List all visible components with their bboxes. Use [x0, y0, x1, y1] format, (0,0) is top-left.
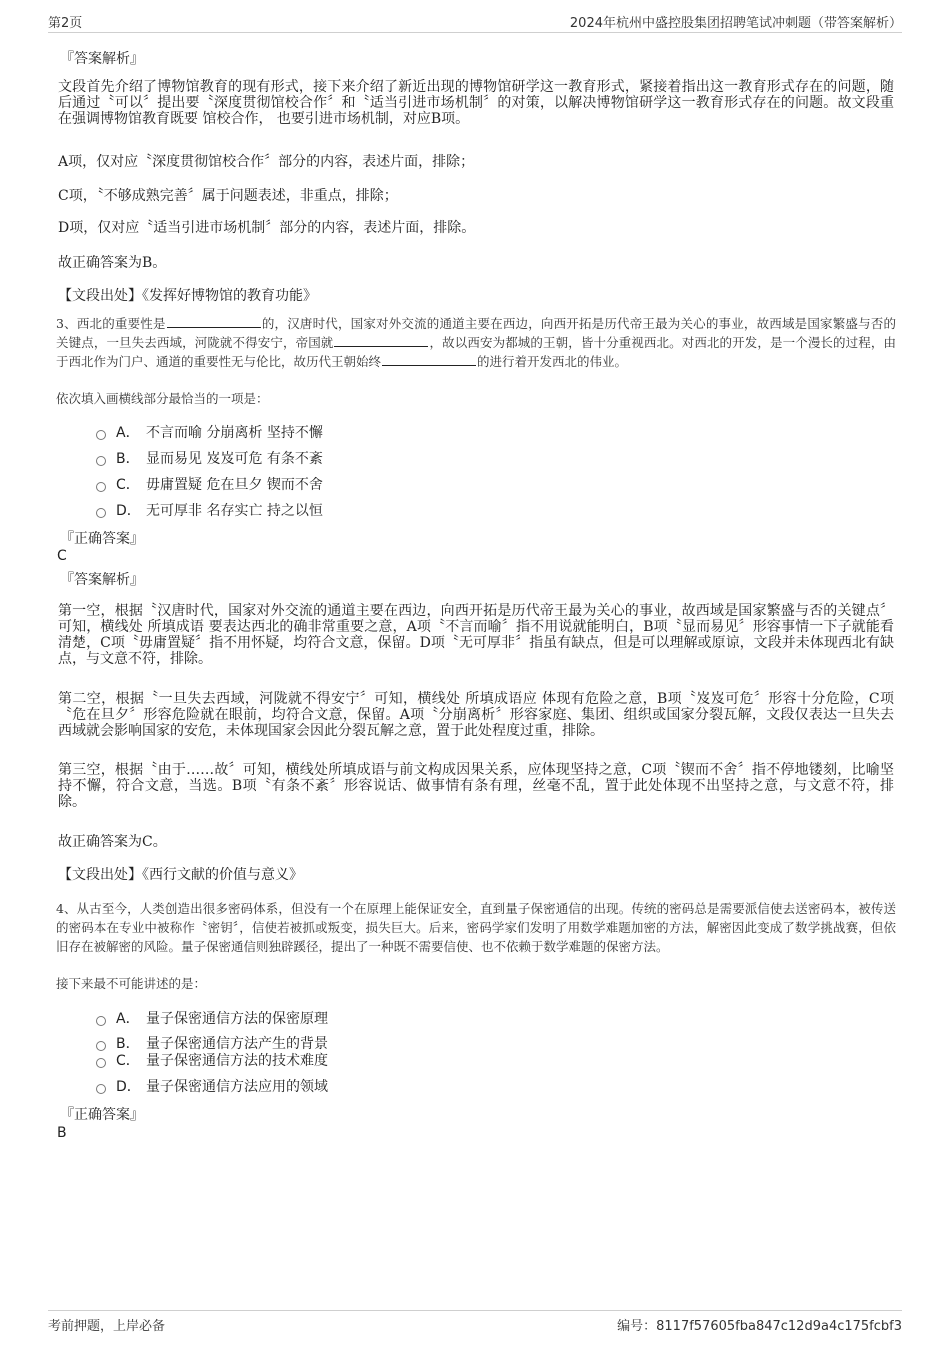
- footer-divider: [48, 1310, 902, 1311]
- option-letter: A．: [116, 425, 140, 441]
- option-letter: C．: [116, 477, 140, 493]
- analysis-paragraph-2: 第二空，根据〝一旦失去西域，河陇就不得安宁〞可知，横线处 所填成语应 体现有危险之意，B项〝岌岌可危〞形容十分危险，C项〝危在旦夕〞形容危险就在眼前，均符合文意，保留。A项〝分崩离析〞形容家庭、集团、组织或国家分裂瓦解，文段仅表达一旦失去西域就会影响国家的安危，未体现国家会因此分裂瓦解之意，置于此处程度过重，排除。: [58, 691, 894, 739]
- radio-icon[interactable]: [96, 430, 106, 440]
- option-letter: D．: [116, 503, 141, 519]
- question-3-text: [56, 314, 896, 371]
- question-3-option-c[interactable]: [96, 474, 323, 494]
- option-text: 毋庸置疑 危在旦夕 锲而不舍: [146, 477, 323, 493]
- question-3-part-1: 3、西北的重要性是: [56, 316, 166, 331]
- document-title: 2024年杭州中盛控股集团招聘笔试冲刺题（带答案解析）: [569, 16, 902, 31]
- analysis-option-d: D项，仅对应〝适当引进市场机制〞部分的内容，表述片面，排除。: [58, 220, 476, 236]
- question-3-part-4: 的进行着开发西北的伟业。: [477, 354, 628, 369]
- correct-answer-label: 『正确答案』: [60, 531, 144, 547]
- analysis-option-a: A项，仅对应〝深度贯彻馆校合作〞部分的内容，表述片面，排除；: [58, 154, 475, 170]
- option-letter: A．: [116, 1011, 140, 1027]
- option-letter: C．: [116, 1053, 140, 1069]
- passage-source: 【文段出处】《发挥好博物馆的教育功能》: [58, 288, 317, 304]
- option-text: 量子保密通信方法应用的领域: [146, 1079, 328, 1095]
- question-4-option-d[interactable]: [96, 1076, 328, 1096]
- fill-blank-3: [382, 353, 476, 366]
- radio-icon[interactable]: [96, 508, 106, 518]
- question-3-option-b[interactable]: [96, 448, 323, 468]
- fill-blank-1: [167, 315, 261, 328]
- analysis-label: 『答案解析』: [60, 51, 144, 67]
- analysis-option-c: C项，〝不够成熟完善〞属于问题表述，非重点，排除；: [58, 188, 398, 204]
- correct-answer-label: 『正确答案』: [60, 1107, 144, 1123]
- question-3-option-d[interactable]: [96, 500, 323, 520]
- option-letter: B．: [116, 1036, 140, 1052]
- question-4-prompt: 接下来最不可能讲述的是：: [56, 976, 207, 991]
- question-3-part-3: ，故以西安为都城的王朝，皆十分重视西北。对西北的开发，是一个漫长的过程，由于西北作为门户、通道的重要性无与伦比，故历代王朝始终: [56, 335, 896, 369]
- fill-blank-2: [334, 334, 428, 347]
- question-3-option-a[interactable]: [96, 422, 323, 442]
- document-id: 编号：8117f57605fba847c12d9a4c175fcbf3: [617, 1319, 902, 1334]
- question-4-option-c[interactable]: [96, 1050, 328, 1070]
- question-3-part-2: 的，汉唐时代，国家对外交流的通道主要在西边，向西开拓是历代帝王最为关心的事业，故西域是国家繁盛与否的关键点，一旦失去西域，河陇就不得安宁，帝国就: [56, 316, 896, 350]
- radio-icon[interactable]: [96, 1058, 106, 1068]
- radio-icon[interactable]: [96, 456, 106, 466]
- option-text: 量子保密通信方法的技术难度: [146, 1053, 328, 1069]
- radio-icon[interactable]: [96, 1016, 106, 1026]
- analysis-conclusion: 故正确答案为C。: [58, 834, 167, 850]
- option-text: 量子保密通信方法的保密原理: [146, 1011, 328, 1027]
- analysis-conclusion: 故正确答案为B。: [58, 255, 167, 271]
- correct-answer: B: [57, 1125, 67, 1141]
- analysis-paragraph: 文段首先介绍了博物馆教育的现有形式，接下来介绍了新近出现的博物馆研学这一教育形式，紧接着指出这一教育形式存在的问题，随后通过〝可以〞提出要〝深度贯彻馆校合作〞和〝适当引进市场机制〞的对策，以解决博物馆研学这一教育形式存在的问题。故文段重在强调博物馆教育既要 馆校合作， 也要引进市场机制，对应B项。: [58, 79, 894, 127]
- analysis-paragraph-1: 第一空，根据〝汉唐时代，国家对外交流的通道主要在西边，向西开拓是历代帝王最为关心的事业，故西域是国家繁盛与否的关键点〞可知，横线处 所填成语 要表达西北的确非常重要之意，A项〝不言而喻〞指不用说就能明白，B项〝显而易见〞形容事情一下子就能看清楚，C项〝毋庸置疑〞指不用怀疑，均符合文意，保留。D项〝无可厚非〞指虽有缺点，但是可以理解或原谅，文段并未体现西北有缺点，与文意不符，排除。: [58, 603, 894, 667]
- analysis-paragraph-3: 第三空，根据〝由于……故〞可知，横线处所填成语与前文构成因果关系，应体现坚持之意，C项〝锲而不舍〞指不停地镂刻，比喻坚持不懈，符合文意，当选。B项〝有条不紊〞形容说话、做事情有条有理，丝毫不乱，置于此处体现不出坚持之意，与文意不符，排除。: [58, 762, 894, 810]
- option-letter: D．: [116, 1079, 141, 1095]
- header-divider: [48, 32, 902, 33]
- correct-answer: C: [57, 548, 67, 564]
- radio-icon[interactable]: [96, 482, 106, 492]
- passage-source: 【文段出处】《西行文献的价值与意义》: [58, 867, 303, 883]
- radio-icon[interactable]: [96, 1084, 106, 1094]
- question-4-text: 4、从古至今，人类创造出很多密码体系，但没有一个在原理上能保证安全，直到量子保密通信的出现。传统的密码总是需要派信使去送密码本，被传送的密码本在专业中被称作〝密钥〞，信使若被抓或叛变，损失巨大。后来，密码学家们发明了用数学难题加密的方法，解密因此变成了数学挑战赛，但依旧存在被解密的风险。量子保密通信则独辟蹊径，提出了一种既不需要信使、也不依赖于数学难题的保密方法。: [56, 901, 896, 954]
- option-text: 不言而喻 分崩离析 坚持不懈: [146, 425, 323, 441]
- option-text: 无可厚非 名存实亡 持之以恒: [146, 503, 323, 519]
- page-number: 第2页: [48, 16, 83, 31]
- page-header: [48, 12, 902, 31]
- option-letter: B．: [116, 451, 140, 467]
- page-footer: [48, 1315, 902, 1334]
- analysis-label: 『答案解析』: [60, 572, 144, 588]
- option-text: 量子保密通信方法产生的背景: [146, 1036, 328, 1052]
- question-4-option-a[interactable]: [96, 1008, 328, 1028]
- option-text: 显而易见 岌岌可危 有条不紊: [146, 451, 323, 467]
- footer-slogan: 考前押题，上岸必备: [48, 1319, 166, 1334]
- question-3-prompt: 依次填入画横线部分最恰当的一项是：: [56, 391, 269, 406]
